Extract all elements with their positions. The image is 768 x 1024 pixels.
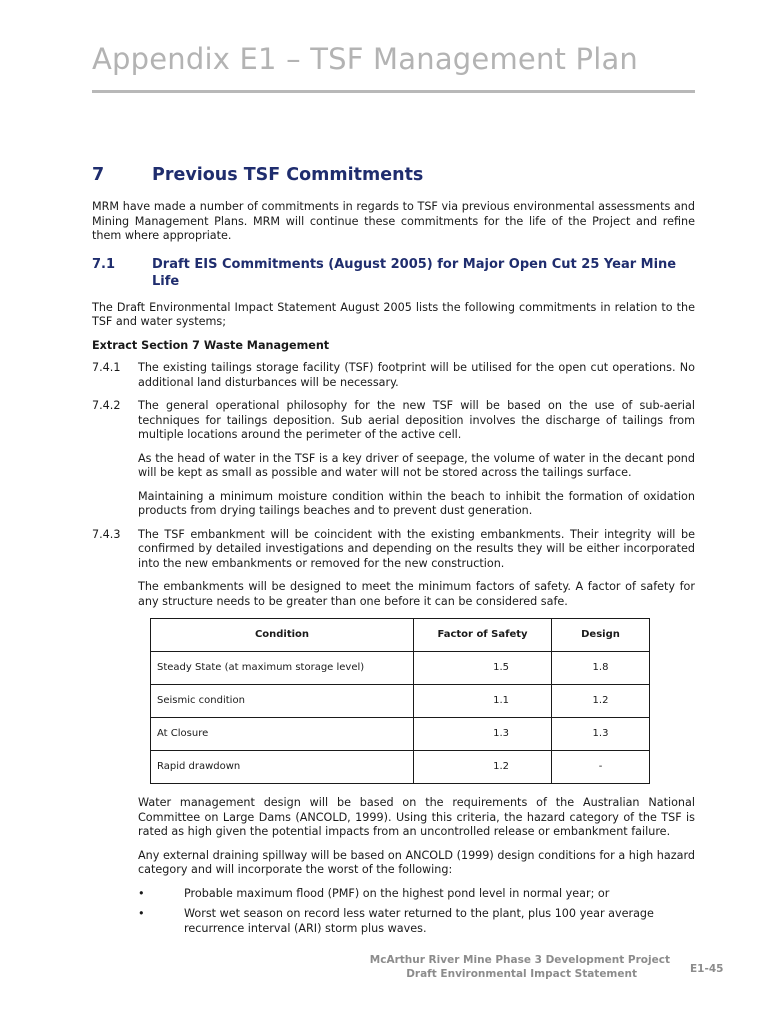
- clause-paragraph: Maintaining a minimum moisture condition within the beach to inhibit the formation of oxidation products from drying tailings beaches and to prevent dust generation.: [138, 489, 695, 517]
- clause-paragraph: The embankments will be designed to meet the minimum factors of safety. A factor of safety for any structure needs to be greater than one before it can be considered safe.: [138, 580, 695, 608]
- clause-7-4-3: [92, 528, 695, 610]
- table-cell-factor: 1.3: [414, 718, 552, 751]
- table-cell-condition: Seismic condition: [151, 685, 414, 718]
- subsection-heading: [92, 256, 695, 291]
- table-header-factor-of-safety: Factor of Safety: [414, 619, 552, 652]
- table-cell-factor: 1.1: [414, 685, 552, 718]
- page-header-title: Appendix E1 – TSF Management Plan: [92, 42, 639, 76]
- table-cell-design: 1.3: [552, 718, 650, 751]
- table-cell-factor: 1.2: [414, 751, 552, 784]
- header-rule: [92, 90, 695, 93]
- after-table-paragraph: Water management design will be based on the requirements of the Australian National Committee on Large Dams (ANCOLD, 1999). Using this criteria, the hazard category of the TSF is rated as high given the potential impacts from an uncontrolled release or embankment failure.: [138, 796, 695, 838]
- table-cell-design: 1.8: [552, 652, 650, 685]
- bullet-icon: •: [138, 907, 145, 920]
- clause-paragraph: As the head of water in the TSF is a key driver of seepage, the volume of water in the decant pond will be kept as small as possible and water will not be stored across the tailings surface.: [138, 451, 695, 479]
- after-table-paragraph: Any external draining spillway will be based on ANCOLD (1999) design conditions for a high hazard category and will incorporate the worst of the following:: [138, 848, 695, 876]
- subsection-number: 7.1: [92, 256, 116, 272]
- clause-7-4-1: [92, 361, 695, 390]
- table-cell-design: 1.2: [552, 685, 650, 718]
- section-number: 7: [92, 165, 105, 185]
- section-intro: MRM have made a number of commitments in regards to TSF via previous environmental assessments and Mining Management Plans. MRM will continue these commitments for the life of the Project and refine them where appropriate.: [92, 200, 695, 242]
- table-row: [151, 685, 650, 718]
- clause-number: 7.4.3: [92, 527, 121, 541]
- table-cell-condition: Rapid drawdown: [151, 751, 414, 784]
- table-cell-condition: Steady State (at maximum storage level): [151, 652, 414, 685]
- table-cell-factor: 1.5: [414, 652, 552, 685]
- table-header-design: Design: [552, 619, 650, 652]
- section-heading: [92, 164, 695, 186]
- clause-paragraph: The existing tailings storage facility (TSF) footprint will be utilised for the open cut operations. No additional land disturbances will be necessary.: [138, 361, 695, 389]
- table-header-condition: Condition: [151, 619, 414, 652]
- table-row: [151, 652, 650, 685]
- subsection-intro: The Draft Environmental Impact Statement August 2005 lists the following commitments in relation to the TSF and water systems;: [92, 300, 695, 328]
- clause-7-4-2: [92, 399, 695, 519]
- table-cell-condition: At Closure: [151, 718, 414, 751]
- section-title: Previous TSF Commitments: [152, 165, 424, 185]
- document-body: [92, 164, 695, 942]
- clause-paragraph: The TSF embankment will be coincident with the existing embankments. Their integrity will be confirmed by detailed investigations and depending on the results they will be either incorporated into the new embankments or removed for the new construction.: [138, 527, 695, 570]
- clause-paragraph: The general operational philosophy for the new TSF will be based on the use of sub-aerial techniques for tailings deposition. Sub aerial deposition involves the discharge of tailings from multiple locations around the perimeter of the active cell.: [138, 399, 695, 441]
- clause-number: 7.4.1: [92, 361, 121, 374]
- table-header-row: [151, 619, 650, 652]
- page-footer: [340, 953, 670, 981]
- list-item: [138, 907, 695, 936]
- bullet-icon: •: [138, 886, 145, 900]
- bullet-text: Probable maximum flood (PMF) on the highest pond level in normal year; or: [184, 886, 610, 900]
- list-item: [138, 887, 695, 902]
- table-cell-design: -: [552, 751, 650, 784]
- table-row: [151, 718, 650, 751]
- clause-number: 7.4.2: [92, 399, 121, 412]
- factor-of-safety-table: [150, 618, 650, 784]
- footer-project-name: McArthur River Mine Phase 3 Development Project: [369, 954, 670, 966]
- page-number: E1-45: [690, 963, 724, 975]
- extract-title: Extract Section 7 Waste Management: [92, 338, 330, 352]
- footer-document-name: Draft Environmental Impact Statement: [406, 968, 637, 980]
- bullet-text: Worst wet season on record less water returned to the plant, plus 100 year average recurrence interval (ARI) storm plus waves.: [184, 907, 654, 935]
- subsection-title: Draft EIS Commitments (August 2005) for Major Open Cut 25 Year Mine Life: [152, 256, 677, 289]
- table-row: [151, 751, 650, 784]
